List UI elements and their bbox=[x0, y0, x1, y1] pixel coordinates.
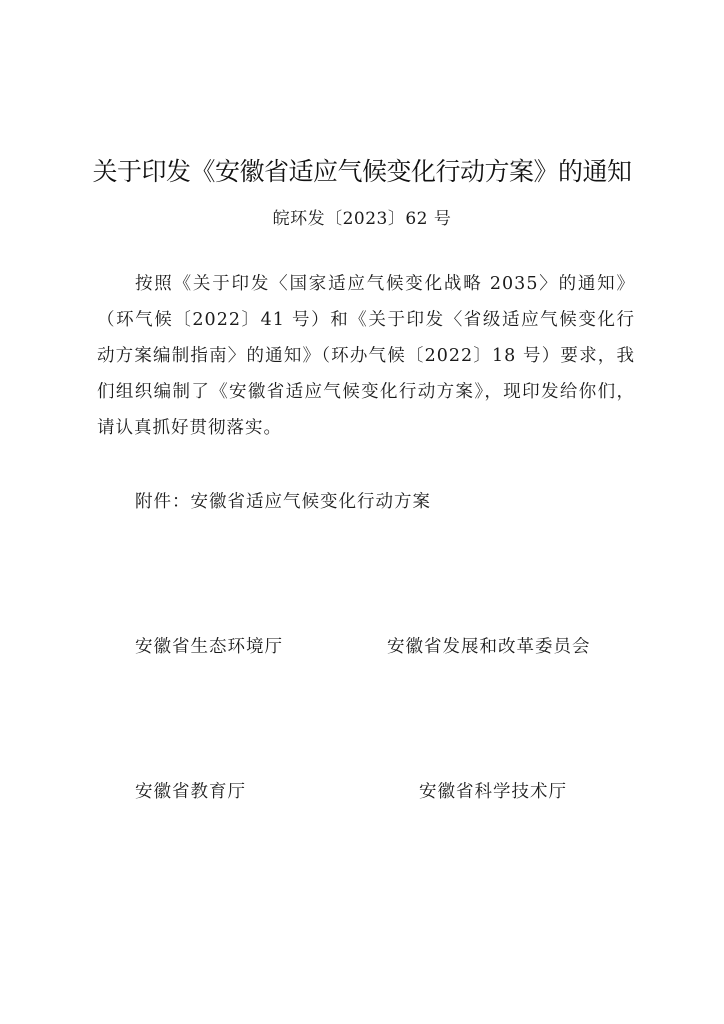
attachment-line: 附件：安徽省适应气候变化行动方案 bbox=[135, 492, 431, 512]
signer-education-dept: 安徽省教育厅 bbox=[135, 782, 246, 802]
signer-ecology-environment-dept: 安徽省生态环境厅 bbox=[135, 637, 283, 657]
document-number: 皖环发〔2023〕62 号 bbox=[272, 209, 452, 229]
signer-science-technology-dept: 安徽省科学技术厅 bbox=[419, 782, 567, 802]
signer-development-reform-commission: 安徽省发展和改革委员会 bbox=[387, 637, 591, 657]
document-body: 按照《关于印发〈国家适应气候变化战略 2035〉的通知》（环气候〔2022〕41 号）和《关于印发〈省级适应气候变化行动方案编制指南〉的通知》（环办气候〔2022〕18 号）要求，我们组织编制了《安徽省适应气候变化行动方案》，现印发给你们，请认真抓好贯彻落实。 bbox=[97, 274, 635, 438]
document-title: 关于印发《安徽省适应气候变化行动方案》的通知 bbox=[92, 157, 632, 186]
